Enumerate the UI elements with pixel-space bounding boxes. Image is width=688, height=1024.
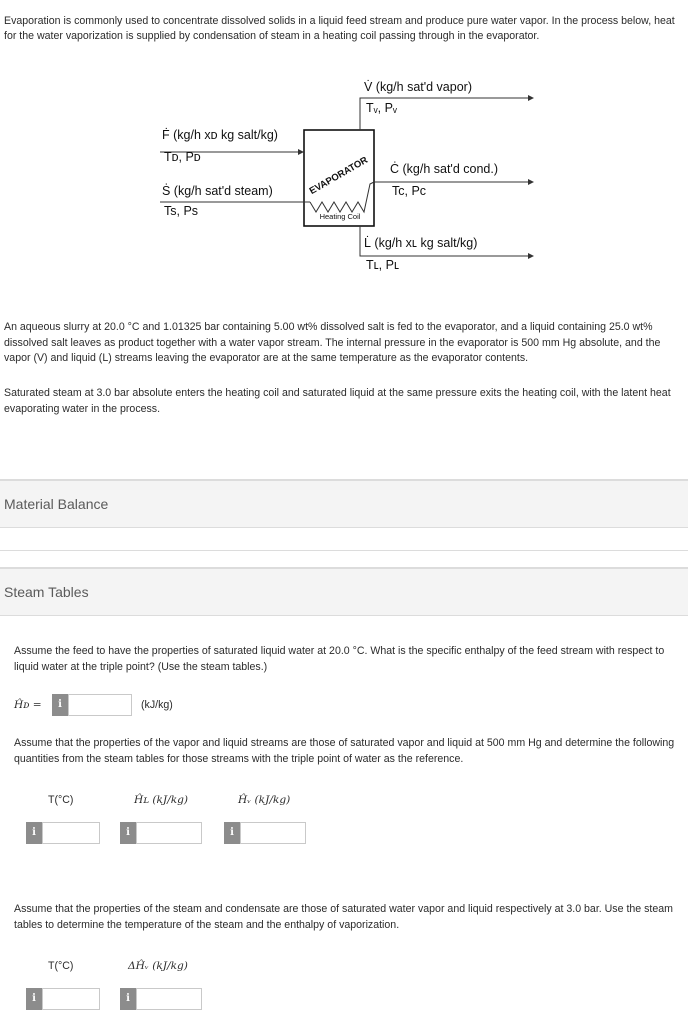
- feed-arrow: [298, 149, 304, 155]
- diagram-lines: [150, 74, 540, 284]
- liquid-arrow: [528, 253, 534, 259]
- steam-stream-label: Ṡ (kg/h sat'd steam): [162, 184, 273, 198]
- section-divider: [0, 460, 688, 480]
- condensate-arrow: [528, 179, 534, 185]
- question-2-text: Assume that the properties of the vapor and liquid streams are those of saturated vapor and liquid at 500 mm Hg and determine the following quantities from the steam tables for those streams with the triple point of water as the reference.: [14, 737, 675, 765]
- vapor-arrow: [528, 95, 534, 101]
- section-title-steam-tables: Steam Tables: [4, 584, 89, 600]
- intro-text: Evaporation is commonly used to concentrate dissolved solids in a liquid feed stream and produce pure water vapor. In the process below, heat for the water vaporization is supplied by condensation of steam in a heating coil passing through in the evaporator.: [4, 15, 675, 42]
- liquid-enthalpy-header: Ĥʟ (kJ/kg): [134, 794, 189, 806]
- heating-coil-label: Heating Coil: [319, 212, 361, 221]
- info-icon[interactable]: i: [52, 694, 68, 716]
- info-icon[interactable]: i: [224, 822, 240, 844]
- section-steam-tables[interactable]: [0, 568, 688, 616]
- vaporization-enthalpy-input[interactable]: [136, 988, 202, 1010]
- evaporator-label: EVAPORATOR: [307, 154, 370, 197]
- condensate-stream-label: Ċ (kg/h sat'd cond.): [390, 162, 498, 176]
- vapor-stream-label: V̇ (kg/h sat'd vapor): [364, 80, 472, 94]
- vapor-enthalpy-header: Ĥᵥ (kJ/kg): [238, 794, 291, 806]
- problem-text-2: Saturated steam at 3.0 bar absolute enters the heating coil and saturated liquid at the same pressure exits the heating coil, with the latent heat evaporating water in the process.: [4, 387, 671, 415]
- info-icon[interactable]: i: [26, 822, 42, 844]
- section-divider: [0, 550, 688, 568]
- question-1-text: Assume the feed to have the properties of saturated liquid water at 20.0 °C. What is the specific enthalpy of the feed stream with respect to liquid water at the triple point? (Use the steam tables.): [14, 645, 665, 673]
- steam-temp-header: T(°C): [48, 960, 74, 972]
- info-icon[interactable]: i: [120, 822, 136, 844]
- condensate-stream-conditions: Tc, Pc: [392, 184, 427, 198]
- section-material-balance[interactable]: [0, 480, 688, 528]
- feed-enthalpy-label: Ĥᴅ =: [14, 699, 42, 711]
- steam-temp-input[interactable]: [42, 988, 100, 1010]
- process-diagram: [150, 74, 540, 284]
- vapor-liquid-temp-input[interactable]: [42, 822, 100, 844]
- vapor-enthalpy-input[interactable]: [240, 822, 306, 844]
- vaporization-enthalpy-header: ΔĤᵥ (kJ/kg): [128, 960, 188, 972]
- feed-stream-label: Ḟ (kg/h xᴅ kg salt/kg): [162, 128, 278, 142]
- question-3-text: Assume that the properties of the steam and condensate are those of saturated water vapor and liquid respectively at 3.0 bar. Use the steam tables to determine the temperature of the steam and the enthalpy of vaporization.: [14, 903, 673, 931]
- problem-text-1: An aqueous slurry at 20.0 °C and 1.01325 bar containing 5.00 wt% dissolved salt is fed to the evaporator, and a liquid containing 25.0 wt% dissolved salt leaves as product together with a water vapor stream. The internal pressure in the evaporator is 500 mm Hg absolute, and the vapor (V) and liquid (L) streams leaving the evaporator are at the same temperature as the evaporator contents.: [4, 321, 661, 364]
- info-icon[interactable]: i: [120, 988, 136, 1010]
- liquid-stream-conditions: Tʟ, Pʟ: [366, 258, 400, 272]
- section-title-material-balance: Material Balance: [4, 496, 109, 512]
- liquid-enthalpy-input[interactable]: [136, 822, 202, 844]
- feed-enthalpy-unit: (kJ/kg): [141, 699, 173, 711]
- vapor-liquid-temp-header: T(°C): [48, 794, 74, 806]
- feed-stream-conditions: Tᴅ, Pᴅ: [164, 150, 201, 164]
- vapor-stream-conditions: Tᵥ, Pᵥ: [366, 101, 397, 115]
- steam-stream-conditions: Ts, Ps: [164, 204, 199, 218]
- feed-enthalpy-input[interactable]: [68, 694, 132, 716]
- liquid-stream-label: L̇ (kg/h xʟ kg salt/kg): [364, 236, 478, 250]
- info-icon[interactable]: i: [26, 988, 42, 1010]
